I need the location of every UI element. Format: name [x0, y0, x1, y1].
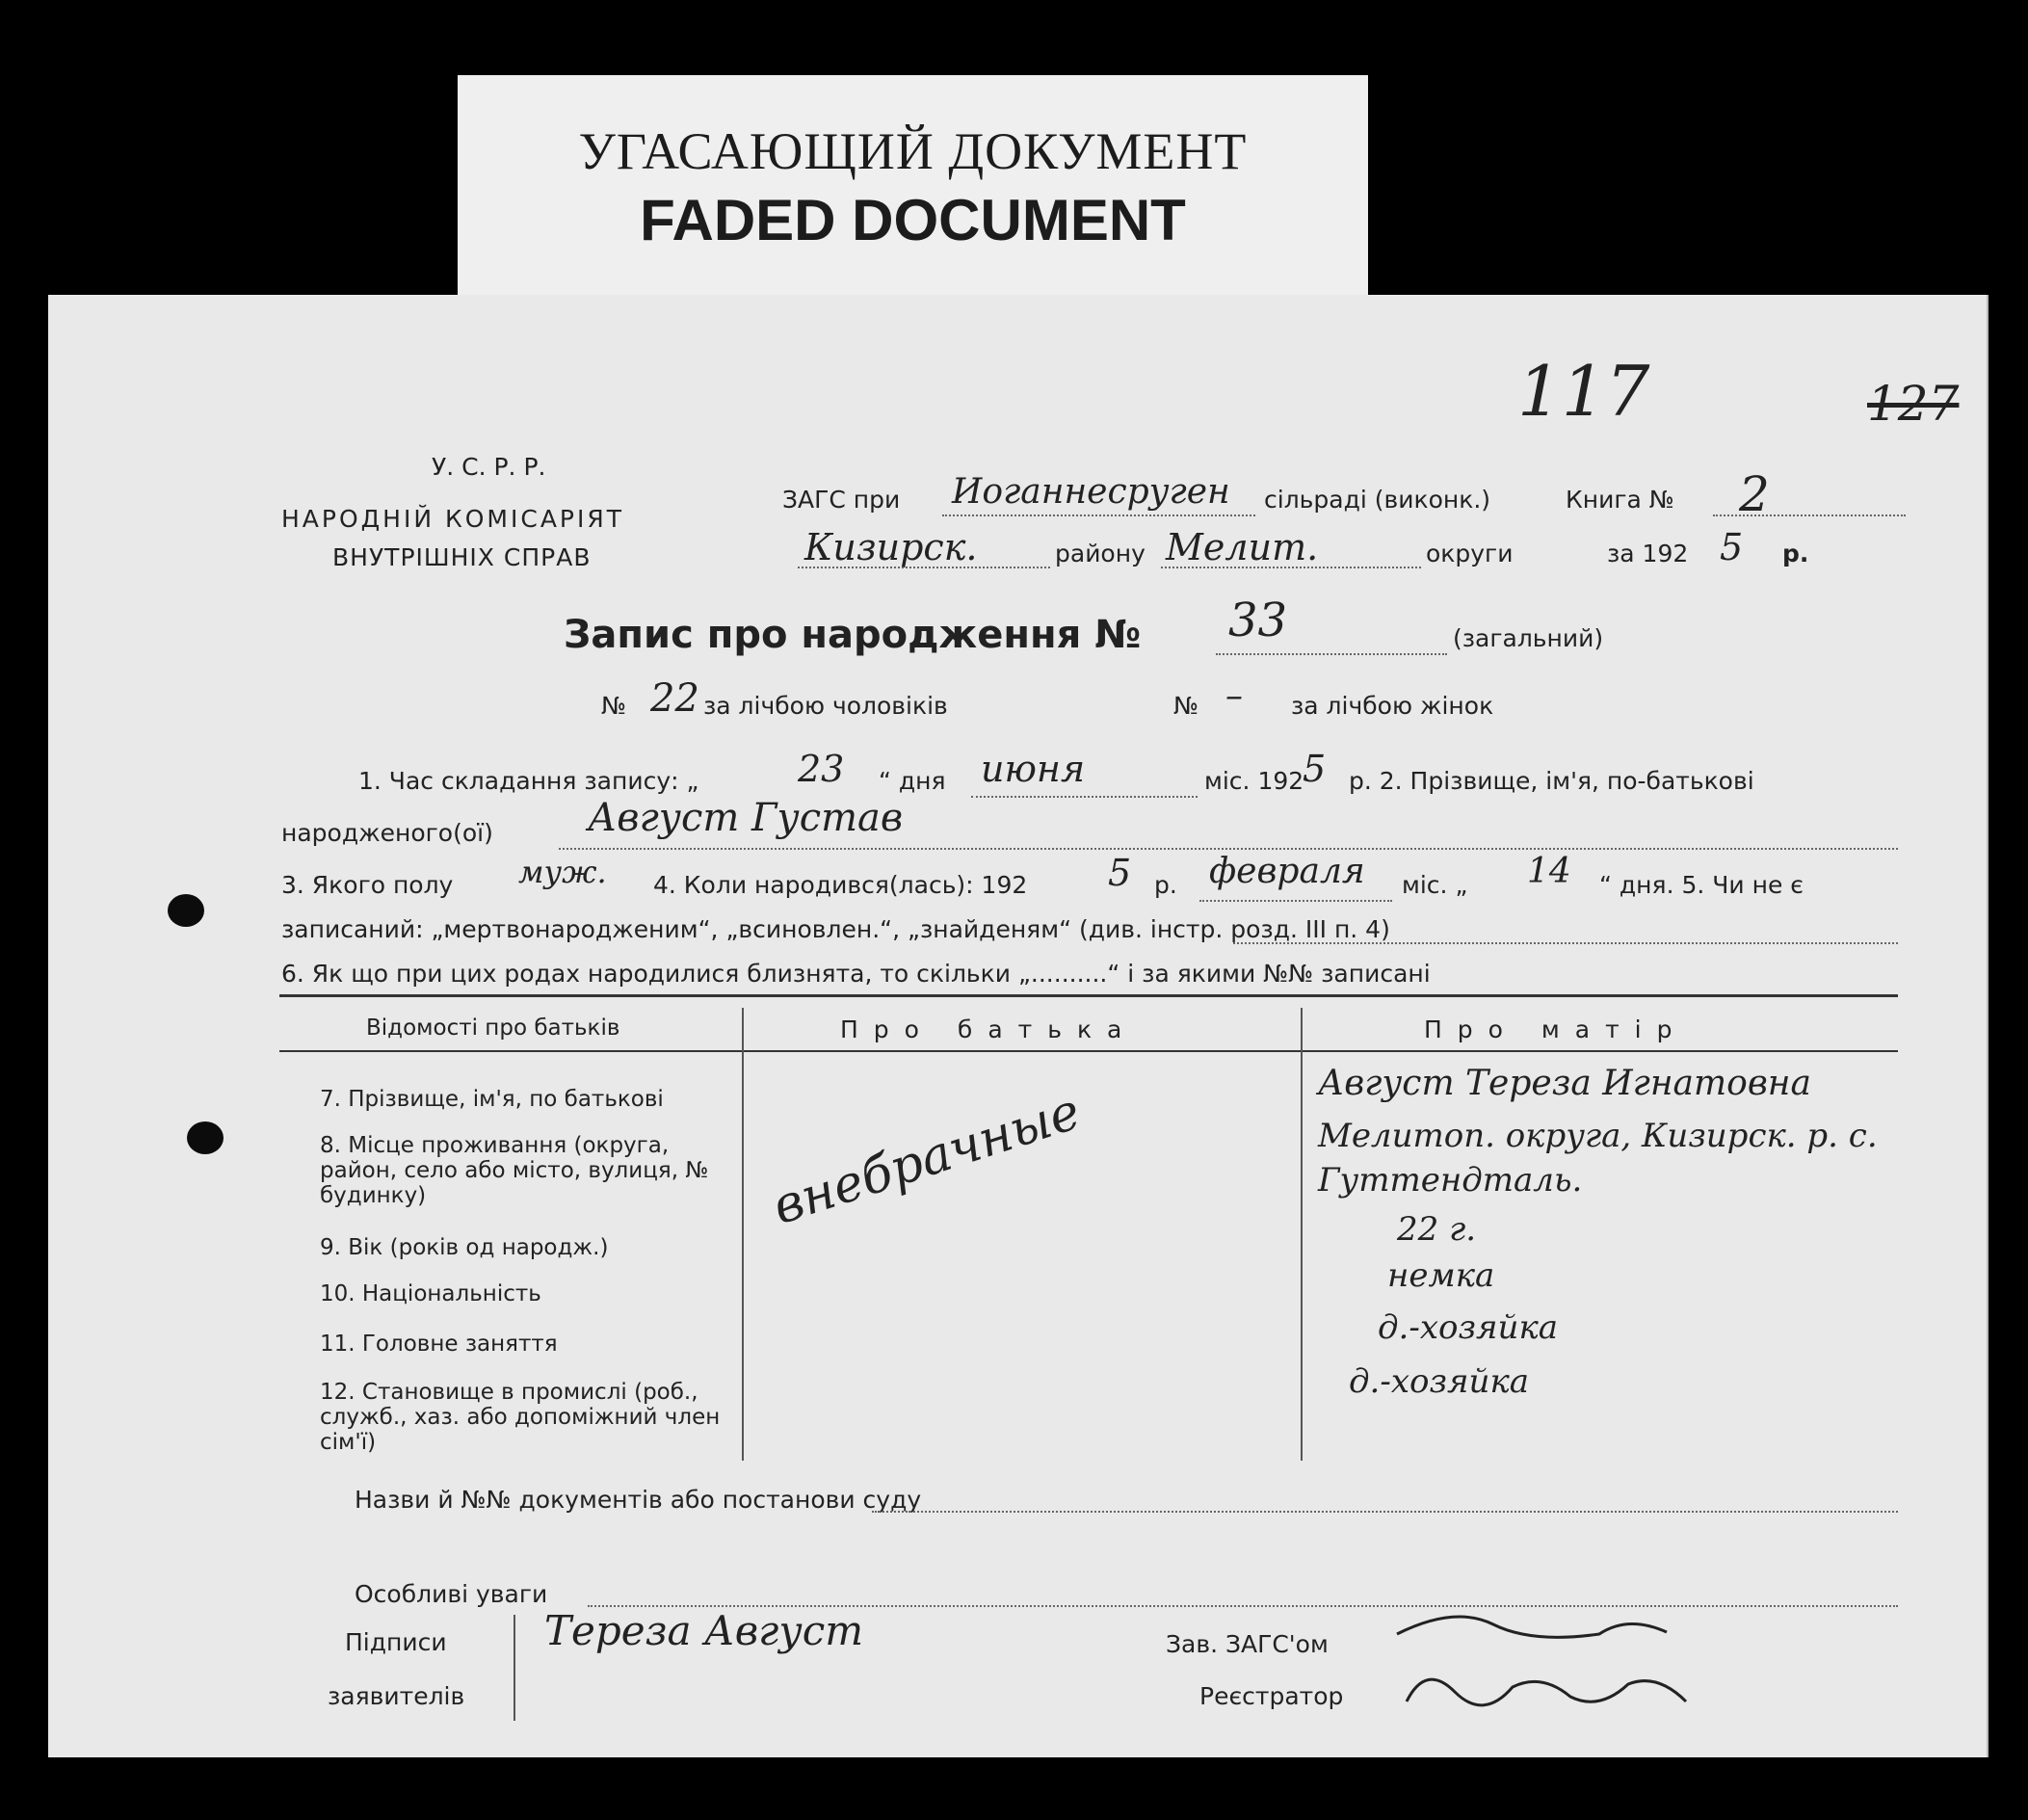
mother-residence: Мелитоп. округа, Кизирск. р. с. Гуттендталь.	[1318, 1117, 1878, 1200]
page-number: 117	[1517, 351, 1650, 432]
field-1-month-line	[971, 796, 1198, 798]
year-suffix: р.	[1782, 540, 1809, 567]
commissariat-label: НАРОДНІЙ КОМІСАРІЯТ	[281, 505, 625, 533]
signature-bracket	[514, 1615, 515, 1721]
field-6-label: 6. Як що при цих родах народилися близнята, то скільки „..........“ і за якими №№ записані	[281, 960, 1431, 988]
affairs-label: ВНУТРІШНІХ СПРАВ	[332, 543, 592, 571]
record-number-line	[1216, 653, 1447, 655]
birth-month-line	[1199, 900, 1392, 902]
field-5-line	[1233, 942, 1898, 944]
applicant-signature: Тереза Август	[544, 1607, 864, 1654]
head-label: Зав. ЗАГС'ом	[1166, 1630, 1329, 1658]
table-divider-2	[1301, 1008, 1303, 1461]
birth-month-label: міс. „	[1402, 871, 1468, 899]
birth-day: 14	[1527, 852, 1571, 891]
field-1-day: 23	[798, 748, 845, 790]
village-line	[942, 514, 1255, 516]
crossed-page-number: 127	[1867, 376, 1960, 432]
women-label: за лічбою жінок	[1291, 692, 1494, 720]
year-value: 5	[1720, 526, 1744, 568]
field-4-label: 4. Коли народився(лась): 192	[653, 871, 1028, 899]
birth-record-sheet	[48, 295, 1988, 1757]
mother-position: д.-хозяйка	[1349, 1362, 1530, 1401]
zags-label: ЗАГС при	[782, 486, 901, 514]
village-council-label: сільраді (виконк.)	[1264, 486, 1491, 514]
registrar-signature-stroke	[1407, 1679, 1686, 1705]
book-line	[1713, 514, 1906, 516]
documents-line	[872, 1511, 1898, 1513]
record-title: Запис про народження №	[564, 613, 1142, 657]
row-11-label: 11. Головне заняття	[320, 1332, 558, 1357]
table-top-rule	[279, 994, 1898, 997]
label-russian: УГАСАЮЩИЙ ДОКУМЕНТ	[578, 122, 1248, 180]
notes-label: Особливі уваги	[355, 1580, 548, 1608]
mother-occupation: д.-хозяйка	[1378, 1308, 1559, 1347]
table-col1-header: Відомості про батьків	[366, 1016, 620, 1041]
hw-district: Кизирск.	[804, 526, 978, 568]
record-general: (загальний)	[1453, 624, 1604, 652]
applicants-label: заявителів	[328, 1682, 465, 1710]
documents-label: Назви й №№ документів або постанови суду	[355, 1486, 922, 1514]
men-number: 22	[650, 676, 699, 721]
okrug-label: округи	[1426, 540, 1514, 567]
sex-value: муж.	[518, 854, 607, 890]
men-prefix: №	[601, 692, 627, 720]
men-label: за лічбою чоловіків	[703, 692, 948, 720]
label-english: FADED DOCUMENT	[640, 188, 1186, 252]
punch-hole	[187, 1121, 224, 1154]
father-note: внебрачные	[766, 1082, 1088, 1237]
field-5-options: записаний: „мертвонародженим“, „всиновлен.“, „знайденям“ (див. інстр. розд. III п. 4)	[281, 915, 1390, 943]
okrug-line	[1161, 567, 1421, 568]
table-header-rule	[279, 1050, 1898, 1052]
table-divider-1	[742, 1008, 744, 1461]
women-number: –	[1225, 676, 1243, 716]
table-col2-header: Про батька	[840, 1016, 1138, 1043]
mother-nationality: немка	[1387, 1256, 1495, 1295]
republic-label: У. С. Р. Р.	[432, 453, 546, 481]
field-1-month: июня	[981, 748, 1086, 790]
table-col3-header: Про матір	[1424, 1016, 1688, 1043]
mother-age: 22 г.	[1397, 1210, 1477, 1249]
signatures-label: Підписи	[345, 1628, 447, 1656]
registrar-signatures	[1378, 1596, 1763, 1740]
field-1-month-label: міс. 192	[1204, 767, 1304, 795]
record-number: 33	[1228, 593, 1288, 647]
women-prefix: №	[1173, 692, 1199, 720]
district-label: району	[1055, 540, 1146, 567]
book-label: Книга №	[1566, 486, 1674, 514]
child-name-line	[559, 848, 1898, 850]
district-line	[798, 567, 1050, 568]
field-5-label: “ дня. 5. Чи не є	[1599, 871, 1804, 899]
year-label: за 192	[1607, 540, 1689, 567]
book-number: 2	[1739, 466, 1770, 522]
birth-month: февраля	[1209, 852, 1365, 891]
field-2-prefix: народженого(ої)	[281, 819, 493, 847]
punch-hole	[168, 894, 204, 927]
row-8-label: 8. Місце проживання (округа, район, село або місто, вулиця, № будинку)	[320, 1133, 709, 1208]
faded-document-label	[458, 75, 1368, 303]
field-1-day-label: “ дня	[879, 767, 946, 795]
hw-village: Иоганнесруген	[952, 472, 1230, 512]
field-1-label: 1. Час складання запису: „	[358, 767, 699, 795]
row-10-label: 10. Національність	[320, 1281, 541, 1306]
row-9-label: 9. Вік (років од народж.)	[320, 1235, 609, 1260]
registrar-label: Реєстратор	[1199, 1682, 1344, 1710]
field-1-year: 5	[1303, 748, 1327, 790]
row-12-label: 12. Становище в промислі (роб., служб., хаз. або допоміжний член сім'ї)	[320, 1380, 721, 1455]
hw-okrug: Мелит.	[1166, 526, 1319, 568]
field-2-label: р. 2. Прізвище, ім'я, по-батькові	[1349, 767, 1754, 795]
child-name: Август Густав	[588, 796, 904, 840]
birth-year: 5	[1108, 852, 1132, 894]
field-3-label: 3. Якого полу	[281, 871, 454, 899]
head-signature-stroke	[1397, 1617, 1667, 1637]
mother-name: Август Тереза Игнатовна	[1318, 1064, 1811, 1103]
row-7-label: 7. Прізвище, ім'я, по батькові	[320, 1087, 664, 1112]
birth-year-suffix: р.	[1154, 871, 1177, 899]
